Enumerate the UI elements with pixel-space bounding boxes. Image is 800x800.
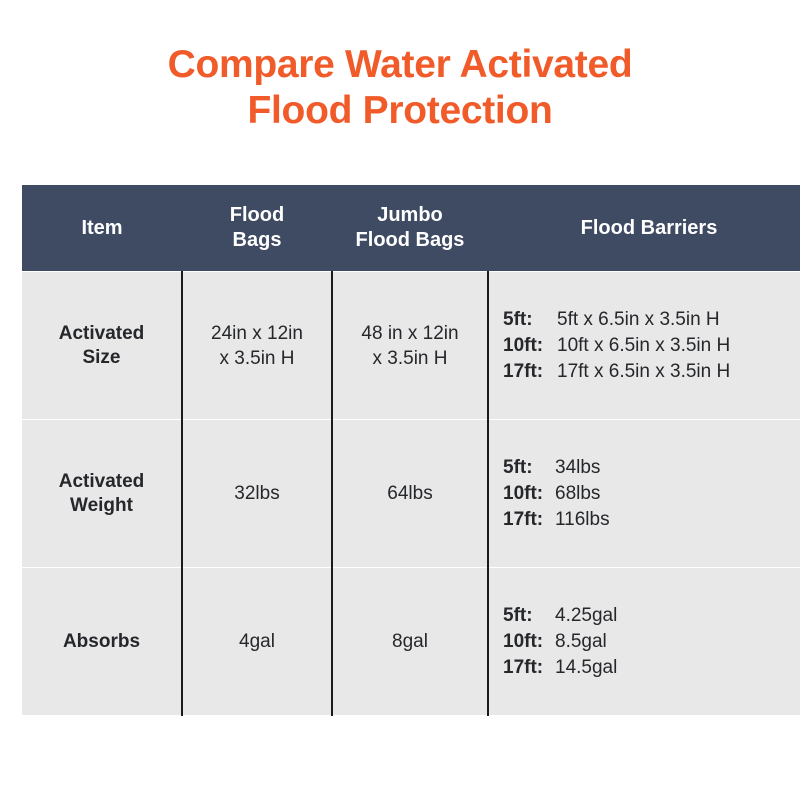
cell-size-jumbo bbox=[332, 272, 488, 420]
cell-size-flood-bags bbox=[182, 272, 332, 420]
barrier-entry bbox=[503, 629, 800, 655]
table-row bbox=[22, 420, 800, 568]
barrier-value: 10ft x 6.5in x 3.5in H bbox=[557, 334, 731, 356]
cell-weight-flood-bags: 32lbs bbox=[182, 420, 332, 568]
barrier-entry bbox=[503, 333, 800, 359]
row-label-line-1: Activated bbox=[58, 322, 145, 344]
page-title-line-1: Compare Water Activated bbox=[167, 43, 633, 86]
barrier-key: 17ft: bbox=[503, 508, 544, 530]
column-header-jumbo-line-1: Jumbo bbox=[377, 204, 443, 226]
column-header-jumbo-flood-bags bbox=[332, 185, 488, 272]
barrier-value: 68lbs bbox=[555, 482, 601, 504]
column-header-flood-bags-line-1: Flood bbox=[229, 204, 285, 226]
cell-size-flood-bags-line-1: 24in x 12in bbox=[211, 322, 303, 344]
comparison-table-wrapper bbox=[22, 185, 778, 716]
cell-size-barriers bbox=[488, 272, 800, 420]
row-label-absorbs: Absorbs bbox=[22, 568, 182, 716]
cell-absorbs-barriers bbox=[488, 568, 800, 716]
table-row bbox=[22, 272, 800, 420]
barrier-value: 17ft x 6.5in x 3.5in H bbox=[557, 360, 731, 382]
cell-size-jumbo-line-1: 48 in x 12in bbox=[361, 322, 459, 344]
barrier-entry bbox=[503, 481, 800, 507]
column-header-flood-barriers: Flood Barriers bbox=[488, 185, 800, 272]
barrier-entry bbox=[503, 655, 800, 681]
barrier-value: 8.5gal bbox=[555, 630, 607, 652]
barrier-key: 10ft: bbox=[503, 482, 544, 504]
cell-absorbs-flood-bags: 4gal bbox=[182, 568, 332, 716]
cell-weight-jumbo: 64lbs bbox=[332, 420, 488, 568]
cell-absorbs-jumbo: 8gal bbox=[332, 568, 488, 716]
cell-weight-barriers bbox=[488, 420, 800, 568]
barrier-key: 5ft: bbox=[503, 308, 533, 330]
barrier-entry bbox=[503, 507, 800, 533]
row-label-line-2: Size bbox=[82, 346, 121, 368]
column-header-flood-bags bbox=[182, 185, 332, 272]
row-label-line-1: Activated bbox=[58, 470, 145, 492]
barrier-key: 10ft: bbox=[503, 630, 544, 652]
table-row bbox=[22, 568, 800, 716]
barrier-entry bbox=[503, 359, 800, 385]
row-label-activated-weight bbox=[22, 420, 182, 568]
table-header-row bbox=[22, 185, 800, 272]
table-header bbox=[22, 185, 800, 272]
page-title-line-2: Flood Protection bbox=[247, 89, 553, 132]
barrier-value: 14.5gal bbox=[555, 656, 618, 678]
row-label-activated-size bbox=[22, 272, 182, 420]
barrier-key: 5ft: bbox=[503, 604, 533, 626]
cell-size-jumbo-line-2: x 3.5in H bbox=[372, 347, 448, 369]
barrier-value: 34lbs bbox=[555, 456, 601, 478]
table-body bbox=[22, 272, 800, 716]
barrier-key: 5ft: bbox=[503, 456, 533, 478]
column-header-flood-bags-line-2: Bags bbox=[232, 229, 282, 251]
barrier-value: 4.25gal bbox=[555, 604, 618, 626]
column-header-jumbo-line-2: Flood Bags bbox=[355, 229, 465, 251]
comparison-table bbox=[22, 185, 800, 716]
barrier-entry bbox=[503, 603, 800, 629]
barrier-entry bbox=[503, 307, 800, 333]
barrier-entry bbox=[503, 455, 800, 481]
barrier-key: 10ft: bbox=[503, 334, 544, 356]
barrier-value: 5ft x 6.5in x 3.5in H bbox=[557, 308, 720, 330]
barrier-key: 17ft: bbox=[503, 656, 544, 678]
page-title bbox=[0, 0, 800, 134]
cell-size-flood-bags-line-2: x 3.5in H bbox=[219, 347, 295, 369]
row-label-line-2: Weight bbox=[70, 494, 133, 516]
barrier-key: 17ft: bbox=[503, 360, 544, 382]
barrier-value: 116lbs bbox=[555, 508, 610, 530]
column-header-item: Item bbox=[22, 185, 182, 272]
